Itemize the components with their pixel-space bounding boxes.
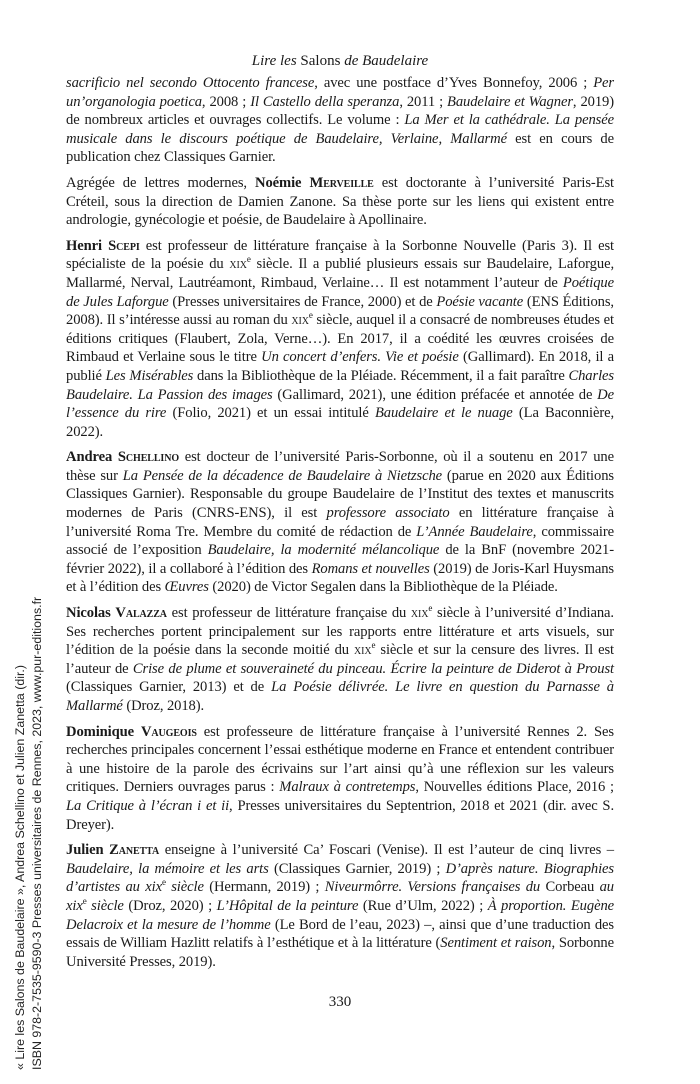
text-run: (Droz, 2020) ;: [123, 897, 217, 914]
italic-text: professore associato: [326, 505, 450, 522]
superscript: e: [246, 254, 251, 265]
superscript: e: [82, 896, 87, 907]
text-run: (parue en 2020 aux Éditions Classiques Garnier). Responsable du groupe Baudelaire de l’Institut des textes et manuscrits modernes de Paris (CNRS-ENS), il est: [66, 467, 614, 522]
text-run: est professeur de littérature française du: [166, 605, 411, 622]
text-run: (Rue d’Ulm, 2022) ;: [358, 897, 488, 914]
text-run: siècle et sur la censure des livres. Il est l’auteur de: [66, 642, 614, 677]
text-run: (Gallimard, 2021), une édition préfacée et annotée de: [272, 386, 598, 403]
italic-text: siècle: [86, 897, 124, 914]
italic-text: Un concert d’enfers. Vie et poésie: [261, 349, 459, 366]
italic-text: Baudelaire et Wagner: [447, 93, 573, 110]
italic-text: Malraux à contretemps: [279, 779, 416, 796]
text-run: (Gallimard). En 2018, il a publié: [66, 349, 614, 384]
century-numeral: xix: [291, 312, 309, 329]
italic-text: Les Misérables: [105, 367, 194, 384]
text-run: siècle à l’université d’Indiana. Ses recherches portent principalement sur les rapports entre littérature et arts visuels, sur l’édition de la poésie dans la seconde moitié du: [66, 605, 614, 659]
side-copyright-notice: [12, 597, 46, 1070]
text-run: Agrégée de lettres modernes,: [66, 174, 256, 191]
italic-text: Romans et nouvelles: [311, 560, 430, 577]
contributor-bio-paragraph: [66, 74, 614, 167]
superscript: e: [308, 310, 313, 321]
italic-text: La Critique à l’écran i et ii: [66, 797, 230, 814]
text-run: est doctorante à l’université Paris-Est Créteil, sous la direction de Damien Zanone. Sa thèse porte sur les liens qui existent entre andrologie, gynécologie et poésie, de Baudelaire à Apollinaire.: [66, 174, 615, 229]
italic-text: La Mer et la cathédrale. La pensée musicale dans le discours poétique de Baudelaire, Verlaine, Mallarmé: [66, 112, 614, 147]
author-surname: Vaugeois: [140, 723, 197, 740]
text-run: , Presses universitaires du Septentrion, 2018 et 2021 (dir. avec S. Dreyer).: [66, 797, 614, 833]
running-header-roman: Salons: [300, 53, 341, 69]
running-header: [66, 52, 614, 70]
italic-text: sacrificio nel secondo Ottocento francese: [66, 75, 315, 91]
italic-text: La Poésie délivrée. Le livre en question du Parnasse à Mallarmé: [66, 679, 614, 714]
italic-text: L’Année Baudelaire: [416, 523, 533, 540]
text-run: est docteur de l’université Paris-Sorbonne, où il a soutenu en 2017 une thèse sur: [66, 449, 614, 484]
text-run: , 2008 ;: [201, 93, 251, 110]
text-run: Corbeau: [540, 879, 600, 896]
contributor-bio-paragraph: [66, 174, 614, 230]
text-run: (Droz, 2018).: [122, 698, 205, 714]
italic-text: L’Hôpital de la peinture: [216, 897, 359, 914]
contributors-text: [66, 74, 614, 971]
running-header-italic: Lire les: [251, 53, 301, 69]
author-surname: Valazza: [115, 605, 167, 622]
author-surname: Merveille: [309, 174, 374, 191]
text-run: (2019) de Joris-Karl Huysmans et à l’édition des: [66, 560, 614, 596]
author-first-name: Henri: [66, 237, 109, 254]
text-run: , 2011 ;: [399, 93, 448, 110]
text-run: est professeure de littérature française à l’université Rennes 2. Ses recherches principales concernent l’essai esthétique moderne en France et entendent contribuer à une histoire de la parole des écrivains sur l’art ainsi qu’à une réflexion sur les valeurs critiques. Derniers ouvrages parus :: [66, 723, 615, 796]
text-run: (Classiques Garnier, 2013) et de: [66, 679, 272, 696]
italic-text: Baudelaire, la modernité mélancolique: [207, 542, 440, 559]
superscript: e: [371, 640, 376, 651]
author-first-name: Julien: [66, 842, 110, 859]
italic-text: au xix: [66, 879, 614, 914]
author-surname: Scepi: [108, 237, 140, 254]
italic-text: Charles Baudelaire. La Passion des images: [66, 367, 614, 403]
italic-text: La Pensée de la décadence de Baudelaire à Nietzsche: [122, 467, 443, 484]
text-run: (Folio, 2021) et un essai intitulé: [166, 405, 375, 422]
text-run: de la BnF (novembre 2021-février 2022), il a collaboré à l’édition des: [66, 542, 615, 577]
author-surname: Zanetta: [109, 842, 160, 859]
text-run: siècle, auquel il a consacré de nombreuses études et éditions critiques (Flaubert, Zola, Verne…). En 2017, il a coédité les œuvres croisées de Rimbaud et Verlaine sous le titre: [66, 312, 614, 366]
italic-text: Sentiment et raison: [440, 935, 552, 952]
century-numeral: xix: [353, 642, 372, 659]
text-run: , 2019) de nombreux articles et ouvrages collectifs. Le volume :: [66, 93, 615, 129]
text-run: (Classiques Garnier, 2019) ;: [268, 860, 446, 877]
contributor-bio-paragraph: [66, 604, 614, 716]
superscript: e: [428, 603, 433, 614]
italic-text: À proportion. Eugène Delacroix et la mesure de l’homme: [66, 897, 615, 933]
text-run: est professeur de littérature française à la Sorbonne Nouvelle (Paris 3). Il est spécialiste de la poésie du: [66, 237, 614, 273]
italic-text: Niveurmôrre. Versions françaises du: [324, 879, 541, 896]
text-run: (Le Bord de l’eau, 2023) –, ainsi que d’une traduction des essais de William Hazlitt relatifs à l’esthétique et à la littérature (: [66, 916, 614, 952]
italic-text: Il Castello della speranza: [250, 93, 400, 110]
text-run: , commissaire associé de l’exposition: [66, 523, 614, 559]
italic-text: Baudelaire, la mémoire et les arts: [66, 860, 269, 877]
contributor-bio-paragraph: [66, 448, 614, 597]
running-header-italic: de Baudelaire: [340, 53, 429, 69]
page-body: [66, 74, 614, 1011]
text-run: , Nouvelles éditions Place, 2016 ;: [415, 779, 614, 796]
contributor-bio-paragraph: [66, 237, 614, 442]
text-run: enseigne à l’université Ca’ Foscari (Venise). Il est l’auteur de cinq livres –: [159, 842, 615, 859]
superscript: e: [161, 877, 166, 888]
text-run: (La Baconnière, 2022).: [66, 405, 615, 440]
italic-text: De l’essence du rire: [66, 386, 614, 422]
text-run: (2020) de Victor Segalen dans la Bibliothèque de la Pléiade.: [208, 579, 558, 596]
text-run: en littérature française à l’université Roma Tre. Membre du comité de rédaction de: [66, 505, 614, 540]
italic-text: siècle: [165, 879, 204, 896]
century-numeral: xix: [410, 605, 429, 622]
text-run: (Hermann, 2019) ;: [203, 879, 325, 896]
author-surname: Schellino: [117, 449, 179, 466]
text-run: est en cours de publication chez Classiques Garnier.: [66, 130, 614, 166]
contributor-bio-paragraph: [66, 841, 614, 971]
text-run: (ENS Éditions, 2008). Il s’intéresse aussi au roman du: [66, 293, 614, 329]
italic-text: D’après nature. Biographies d’artistes au xix: [66, 860, 614, 896]
author-first-name: Nicolas: [66, 605, 116, 622]
author-first-name: Noémie: [255, 174, 310, 191]
century-numeral: xix: [229, 256, 247, 273]
page-number: 330: [328, 994, 352, 1011]
italic-text: Per un’organologia poetica: [66, 75, 614, 110]
text-run: , Sorbonne Université Presses, 2019).: [66, 935, 614, 970]
text-run: , avec une postface d’Yves Bonnefoy, 2006 ;: [314, 75, 594, 91]
italic-text: Baudelaire et le nuage: [374, 405, 513, 422]
italic-text: Poétique de Jules Laforgue: [66, 274, 614, 310]
text-run: (Presses universitaires de France, 2000) et de: [168, 293, 437, 310]
text-run: dans la Bibliothèque de la Pléiade. Récemment, il a fait paraître: [193, 367, 569, 384]
italic-text: Œuvres: [164, 579, 209, 596]
author-first-name: Andrea: [66, 449, 118, 466]
text-run: siècle. Il a publié plusieurs essais sur Baudelaire, Laforgue, Mallarmé, Nerval, Lautréamont, Rimbaud, Verlaine… Il est notamment l’auteur de: [66, 256, 614, 291]
italic-text: Poésie vacante: [436, 293, 524, 310]
side-notice-line-2: ISBN 978-2-7535-9590-3 Presses universitaires de Rennes, 2023, www.pur-editions.fr: [30, 596, 44, 1070]
author-first-name: Dominique: [66, 723, 141, 740]
side-notice-line-1: « Lire les Salons de Baudelaire », Andrea Schellino et Julien Zanetta (dir.): [13, 664, 27, 1070]
contributor-bio-paragraph: [66, 723, 614, 835]
italic-text: Crise de plume et souveraineté du pinceau. Écrire la peinture de Diderot à Proust: [132, 660, 614, 677]
